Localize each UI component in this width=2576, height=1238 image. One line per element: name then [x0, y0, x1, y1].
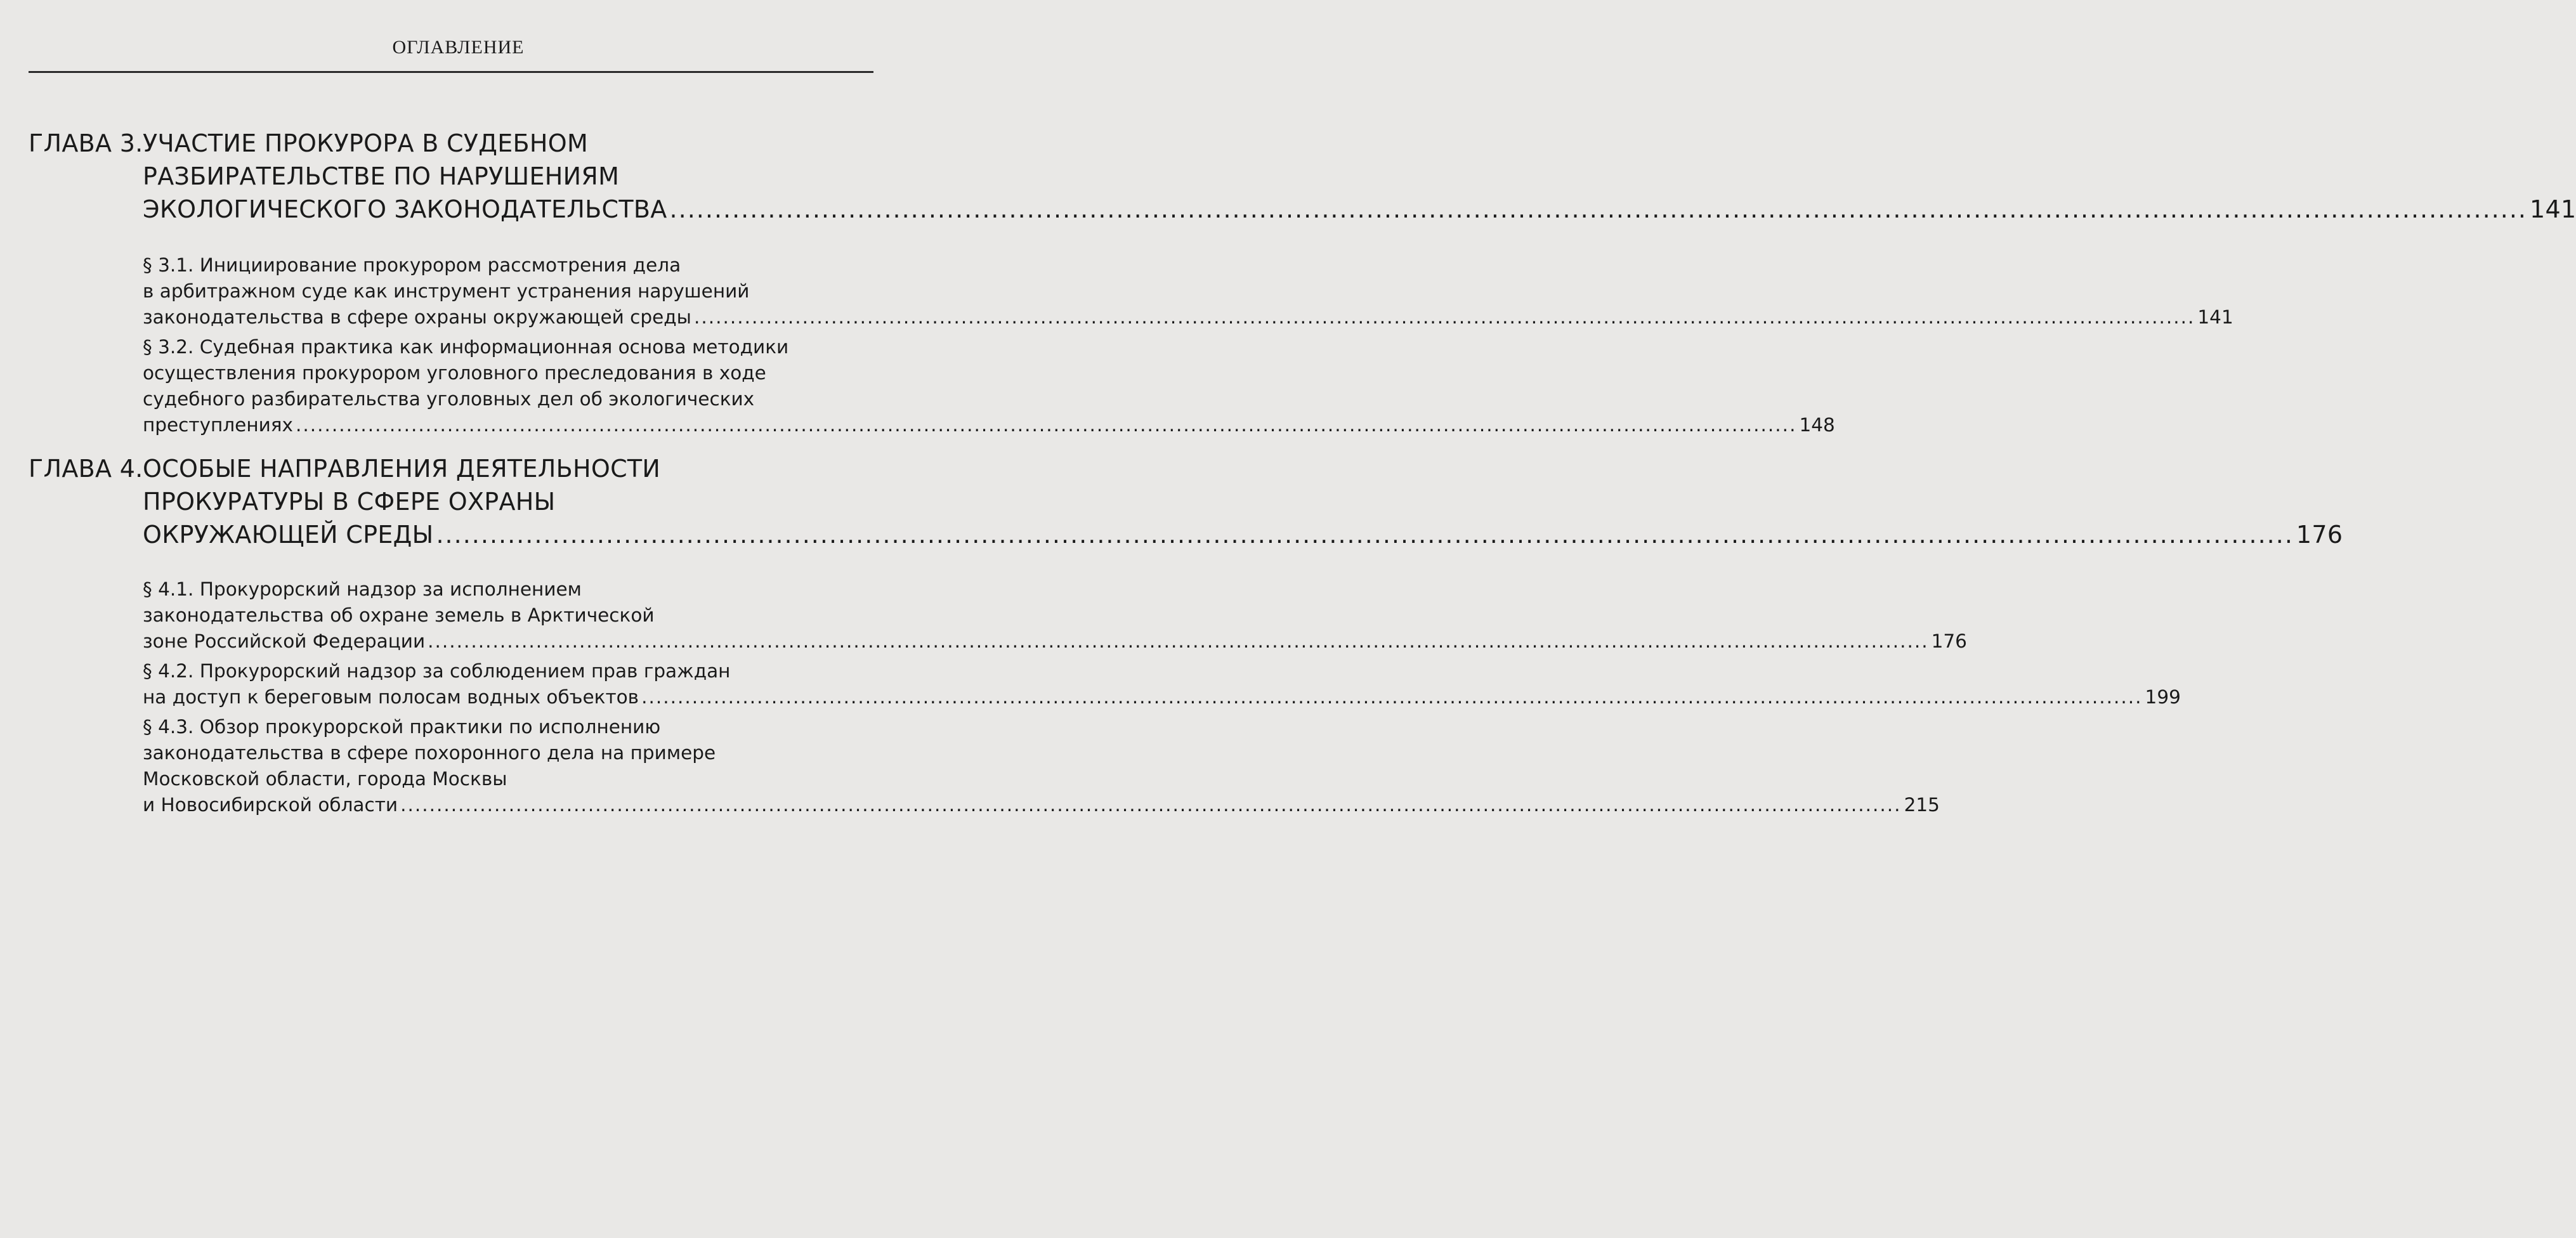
section-leader-line — [143, 412, 1835, 438]
page-number: 141 — [2530, 195, 2576, 223]
dot-leader — [296, 412, 1796, 438]
section-title-line: законодательства об охране земель в Арктической — [143, 604, 655, 626]
dot-leader — [641, 684, 2142, 710]
section-title-line: преступлениях — [143, 414, 293, 436]
toc-section-3-1[interactable] — [143, 252, 2233, 330]
toc-section-4-1[interactable] — [143, 577, 1967, 655]
page-number: 215 — [1904, 794, 1940, 816]
section-title-line: на доступ к береговым полосам водных объектов — [143, 686, 639, 708]
chapter-title-line: ОСОБЫЕ НАПРАВЛЕНИЯ ДЕЯТЕЛЬНОСТИ — [143, 455, 661, 483]
section-title-line: § 3.1. Инициирование прокурором рассмотрения дела — [143, 254, 681, 276]
section-title-line: § 3.2. Судебная практика как информационная основа методики — [143, 336, 789, 358]
chapter-title-leader-line — [143, 518, 2343, 551]
section-leader-line — [143, 792, 1940, 818]
section-title-line: осуществления прокурором уголовного преследования в ходе — [143, 362, 766, 384]
section-leader-line — [143, 629, 1967, 655]
toc-chapter-4[interactable] — [29, 452, 2343, 551]
section-title-line: законодательства в сфере похоронного дела на примере — [143, 742, 716, 764]
section-title-line: и Новосибирской области — [143, 794, 398, 816]
chapter-title-leader-line — [143, 193, 2576, 226]
chapter-title-line: РАЗБИРАТЕЛЬСТВЕ ПО НАРУШЕНИЯМ — [143, 162, 620, 190]
chapter-title — [143, 452, 2343, 551]
section-title-line: Московской области, города Москвы — [143, 768, 507, 790]
chapter-title-line: ОКРУЖАЮЩЕЙ СРЕДЫ — [143, 521, 434, 549]
section-title-line: законодательства в сфере охраны окружающей среды — [143, 306, 691, 328]
dot-leader — [436, 518, 2293, 551]
toc-section-3-2[interactable] — [143, 334, 1835, 438]
page-number: 141 — [2197, 306, 2233, 328]
page-number: 176 — [1931, 630, 1967, 652]
section-title-line: в арбитражном суде как инструмент устранения нарушений — [143, 280, 750, 302]
chapter-title-line: ЭКОЛОГИЧЕСКОГО ЗАКОНОДАТЕЛЬСТВА — [143, 195, 667, 223]
chapter-number: ГЛАВА 4. — [29, 455, 143, 483]
section-title-line: зоне Российской Федерации — [143, 630, 426, 652]
section-leader-line — [143, 684, 2181, 710]
section-title-line: § 4.1. Прокурорский надзор за исполнением — [143, 578, 582, 600]
chapter-title-line: УЧАСТИЕ ПРОКУРОРА В СУДЕБНОМ — [143, 129, 589, 157]
section-title-line: судебного разбирательства уголовных дел об экологических — [143, 388, 755, 410]
page-number: 199 — [2145, 686, 2181, 708]
page-number: 176 — [2296, 521, 2343, 549]
page-number: 148 — [1799, 414, 1835, 436]
toc-chapter-3[interactable] — [29, 127, 2576, 226]
dot-leader — [428, 629, 1928, 655]
page-header: ОГЛАВЛЕНИЕ — [392, 37, 525, 58]
section-title-line: § 4.3. Обзор прокурорской практики по исполнению — [143, 716, 661, 738]
header-rule — [29, 71, 873, 73]
dot-leader — [400, 792, 1901, 818]
toc-section-4-2[interactable] — [143, 658, 2181, 710]
chapter-title-line: ПРОКУРАТУРЫ В СФЕРЕ ОХРАНЫ — [143, 488, 556, 516]
section-leader-line — [143, 304, 2233, 330]
chapter-title — [143, 127, 2576, 226]
dot-leader — [694, 304, 2195, 330]
toc-section-4-3[interactable] — [143, 714, 1940, 818]
chapter-number: ГЛАВА 3. — [29, 129, 143, 157]
table-of-contents — [29, 127, 2576, 818]
dot-leader — [670, 193, 2527, 226]
section-title-line: § 4.2. Прокурорский надзор за соблюдением прав граждан — [143, 660, 731, 682]
